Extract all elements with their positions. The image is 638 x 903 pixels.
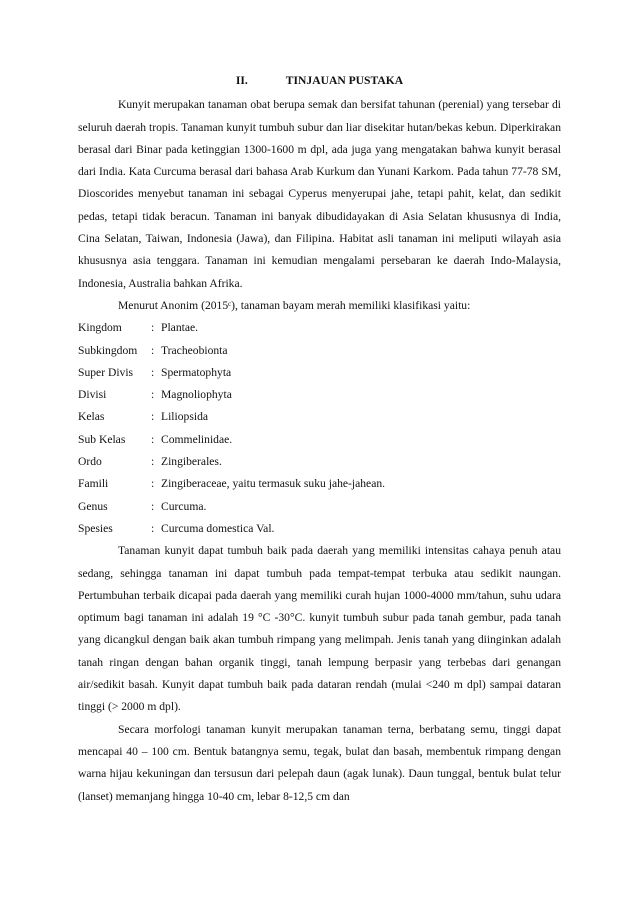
classification-separator: :	[151, 410, 155, 424]
classification-value: Magnoliophyta	[161, 388, 232, 402]
classification-row-super-divis	[78, 362, 561, 384]
classification-rank: Subkingdom	[78, 343, 138, 357]
classification-separator: :	[151, 321, 155, 335]
classification-value: Tracheobionta	[161, 343, 228, 357]
classification-row-spesies	[78, 518, 561, 540]
classification-separator: :	[151, 521, 155, 535]
section-heading	[78, 70, 561, 92]
paragraph-classification-intro: Menurut Anonim (2015ᶜ), tanaman bayam merah memiliki klasifikasi yaitu:	[118, 298, 471, 312]
classification-value: Spermatophyta	[161, 365, 232, 379]
classification-rank: Sub Kelas	[78, 432, 126, 446]
classification-separator: :	[151, 365, 155, 379]
classification-separator: :	[151, 499, 155, 513]
classification-separator: :	[151, 477, 155, 491]
classification-row-subkingdom	[78, 340, 561, 362]
classification-list	[78, 317, 561, 540]
classification-row-ordo	[78, 451, 561, 473]
classification-value: Commelinidae.	[161, 432, 233, 446]
document-page	[78, 70, 561, 808]
paragraph-growing-conditions: Tanaman kunyit dapat tumbuh baik pada daerah yang memiliki intensitas cahaya penuh atau sedang, sehingga tanaman ini dapat tumbuh pada tempat-tempat terbuka atau sedikit naungan. Pertumbuhan terbaik dicapai pada daerah yang memiliki curah hujan 1000-4000 mm/tahun, suhu udara optimum bagi tanaman ini adalah 19 °C -30°C. kunyit tumbuh subur pada tanah gembur, pada tanah yang dicangkul dengan baik akan tumbuh rimpang yang melimpah. Jenis tanah yang diinginkan adalah tanah ringan dengan bahan organik tinggi, tanah lempung berpasir yang terbebas dari genangan air/sedikit basah. Kunyit dapat tumbuh baik pada dataran rendah (mulai <240 m dpl) sampai dataran tinggi (> 2000 m dpl).	[78, 544, 561, 714]
classification-row-divisi	[78, 384, 561, 406]
classification-separator: :	[151, 455, 155, 469]
classification-row-sub-kelas	[78, 429, 561, 451]
classification-rank: Super Divis	[78, 365, 134, 379]
section-title: TINJAUAN PUSTAKA	[285, 74, 404, 87]
classification-value: Plantae.	[161, 321, 199, 335]
classification-rank: Kingdom	[78, 321, 122, 335]
classification-row-kingdom	[78, 317, 561, 339]
classification-rank: Spesies	[78, 521, 113, 535]
classification-value: Liliopsida	[161, 410, 209, 424]
classification-rank: Genus	[78, 499, 108, 513]
classification-separator: :	[151, 432, 155, 446]
classification-rank: Famili	[78, 477, 109, 491]
classification-value: Curcuma.	[161, 499, 207, 513]
classification-row-genus	[78, 496, 561, 518]
classification-separator: :	[151, 343, 155, 357]
classification-row-kelas	[78, 406, 561, 428]
classification-separator: :	[151, 388, 155, 402]
paragraph-morphology: Secara morfologi tanaman kunyit merupakan tanaman terna, berbatang semu, tinggi dapat mencapai 40 – 100 cm. Bentuk batangnya semu, tegak, bulat dan basah, membentuk rimpang dengan warna hijau kekuningan dan tersusun dari pelepah daun (agak lunak). Daun tunggal, bentuk bulat telur (lanset) memanjang hingga 10-40 cm, lebar 8-12,5 cm dan	[78, 722, 561, 803]
classification-value: Curcuma domestica Val.	[161, 521, 275, 535]
classification-row-famili	[78, 473, 561, 495]
classification-rank: Divisi	[78, 388, 107, 402]
classification-rank: Ordo	[78, 455, 102, 469]
paragraph-origin: Kunyit merupakan tanaman obat berupa semak dan bersifat tahunan (perenial) yang tersebar di seluruh daerah tropis. Tanaman kunyit tumbuh subur dan liar disekitar hutan/bekas kebun. Diperkirakan berasal dari Binar pada ketinggian 1300-1600 m dpl, ada juga yang mengatakan bahwa kunyit berasal dari India. Kata Curcuma berasal dari bahasa Arab Kurkum dan Yunani Karkom. Pada tahun 77-78 SM, Dioscorides menyebut tanaman ini sebagai Cyperus menyerupai jahe, tetapi pahit, kelat, dan sedikit pedas, tetapi tidak beracun. Tanaman ini banyak dibudidayakan di Asia Selatan khususnya di India, Cina Selatan, Taiwan, Indonesia (Jawa), dan Filipina. Habitat asli tanaman ini meliputi wilayah asia khususnya asia tenggara. Tanaman ini kemudian mengalami persebaran ke daerah Indo-Malaysia, Indonesia, Australia bahkan Afrika.	[78, 98, 561, 290]
classification-rank: Kelas	[78, 410, 105, 424]
classification-value: Zingiberales.	[161, 455, 222, 469]
classification-value: Zingiberaceae, yaitu termasuk suku jahe-jahean.	[161, 477, 386, 491]
section-number: II.	[235, 74, 248, 87]
